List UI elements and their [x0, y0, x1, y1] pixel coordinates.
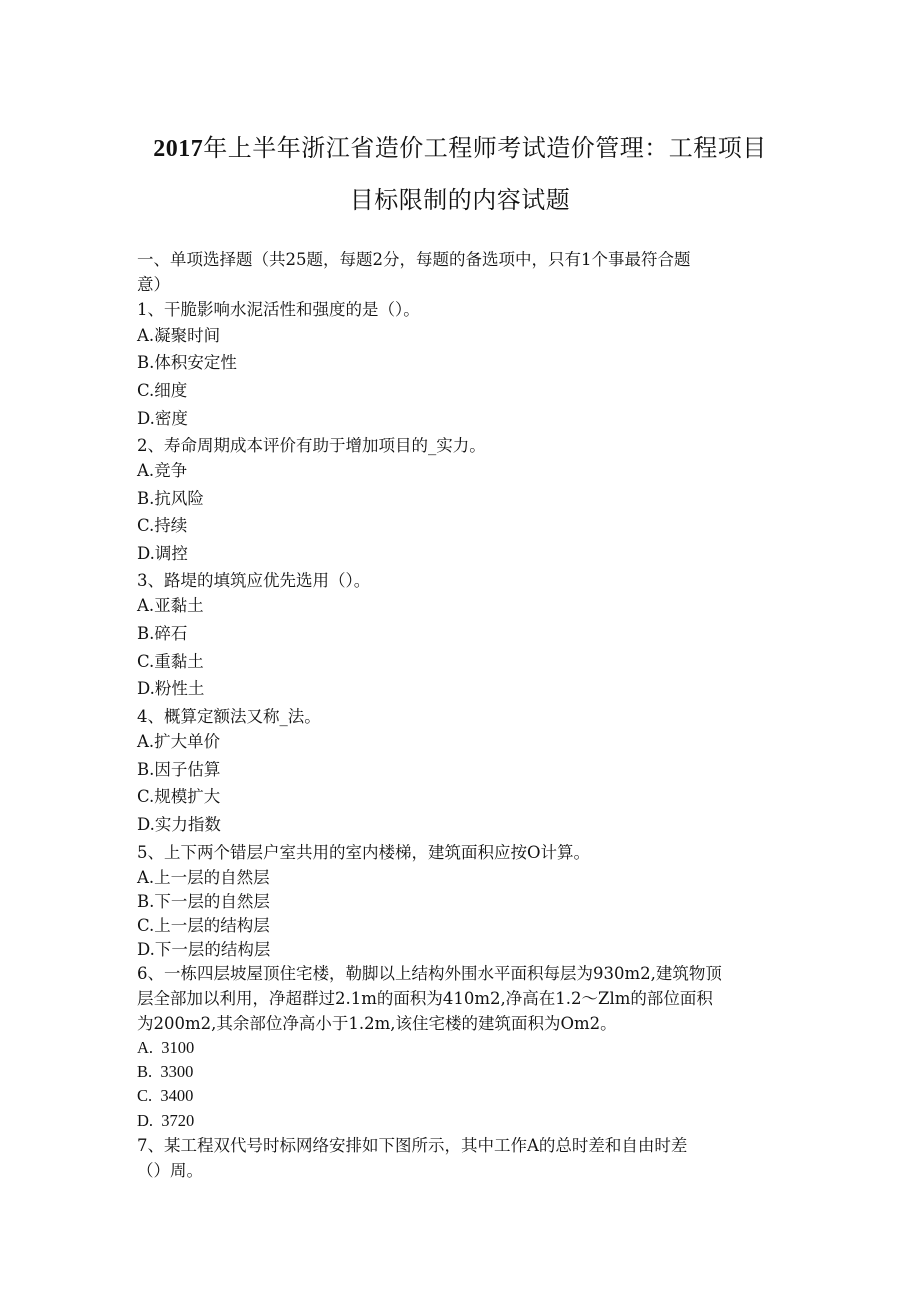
- question-6-option-b: B. 3300: [137, 1062, 194, 1081]
- question-2-stem: 2、寿命周期成本评价有助于增加项目的_实力。: [137, 436, 486, 455]
- document-title-line-1: [100, 128, 820, 163]
- question-3-option-d: D.粉性土: [137, 679, 205, 698]
- question-2-option-d: D.调控: [137, 544, 188, 563]
- question-2-option-b: B.抗风险: [137, 489, 204, 508]
- question-4-option-b: B.因子估算: [137, 760, 221, 779]
- question-3-option-b: B.碎石: [137, 624, 188, 643]
- question-5-option-c: C.上一层的结构层: [137, 916, 270, 935]
- question-4-option-d: D.实力指数: [137, 815, 221, 834]
- question-7-stem-line-2: （）周。: [137, 1161, 203, 1180]
- question-6-option-a: A. 3100: [137, 1038, 195, 1057]
- title-year: 2017: [153, 136, 204, 162]
- question-3-stem: 3、路堤的填筑应优先选用（）。: [137, 571, 371, 590]
- question-6-stem-line-2: 层全部加以利用，净超群过2.1m的面积为410m2,净高在1.2～Zlm的部位面积: [137, 989, 713, 1008]
- question-1-option-d: D.密度: [137, 409, 188, 428]
- question-4-stem: 4、概算定额法又称_法。: [137, 707, 321, 726]
- question-1-stem: 1、干脆影响水泥活性和强度的是（）。: [137, 300, 420, 319]
- title-text: 年上半年浙江省造价工程师考试造价管理：工程项目: [203, 134, 767, 162]
- question-6-option-d: D. 3720: [137, 1111, 195, 1130]
- question-4-option-c: C.规模扩大: [137, 787, 221, 806]
- document-title-line-2: 目标限制的内容试题: [349, 186, 571, 214]
- question-2-option-c: C.持续: [137, 516, 188, 535]
- question-5-option-d: D.下一层的结构层: [137, 940, 271, 959]
- question-6-stem-line-3: 为200m2,其余部位净高小于1.2m,该住宅楼的建筑面积为Om2。: [137, 1014, 617, 1033]
- question-5-option-a: A.上一层的自然层: [137, 868, 270, 887]
- question-3-option-c: C.重黏土: [137, 652, 204, 671]
- section-heading-line-1: 一、单项选择题（共25题，每题2分，每题的备选项中，只有1个事最符合题: [137, 250, 691, 269]
- question-4-option-a: A.扩大单价: [137, 732, 221, 751]
- question-6-stem-line-1: 6、一栋四层坡屋顶住宅楼，勒脚以上结构外围水平面积每层为930m2,建筑物顶: [137, 964, 722, 983]
- question-3-option-a: A.亚黏土: [137, 596, 204, 615]
- question-2-option-a: A.竞争: [137, 461, 188, 480]
- question-5-option-b: B.下一层的自然层: [137, 892, 270, 911]
- question-1-option-c: C.细度: [137, 381, 188, 400]
- question-5-stem: 5、上下两个错层户室共用的室内楼梯，建筑面积应按O计算。: [137, 843, 591, 862]
- question-1-option-a: A.凝聚时间: [137, 326, 221, 345]
- question-1-option-b: B.体积安定性: [137, 353, 237, 372]
- section-heading-line-2: 意）: [137, 275, 170, 294]
- question-7-stem-line-1: 7、某工程双代号时标网络安排如下图所示，其中工作A的总时差和自由时差: [137, 1136, 688, 1155]
- question-6-option-c: C. 3400: [137, 1086, 194, 1105]
